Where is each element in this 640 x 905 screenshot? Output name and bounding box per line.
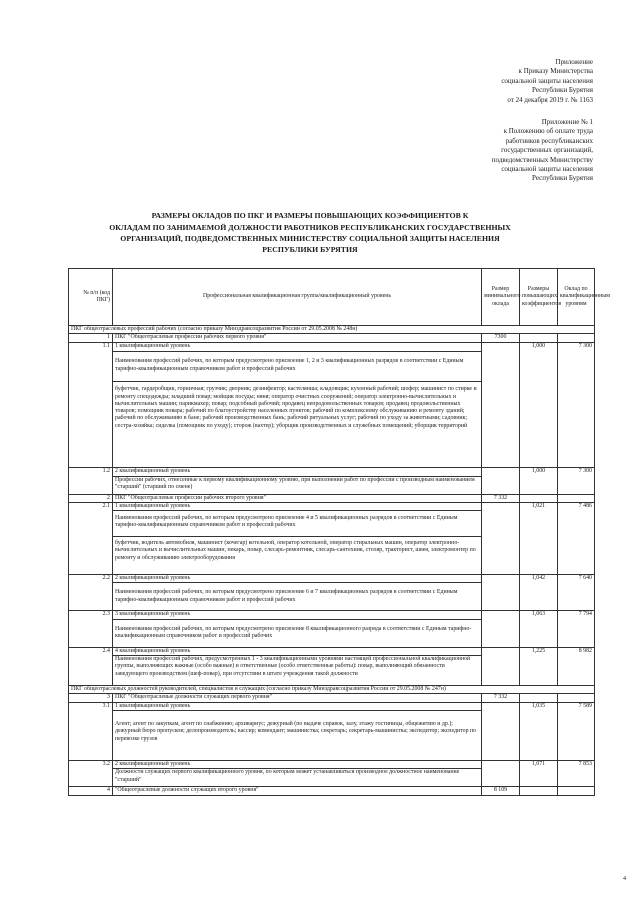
cell-text: 4 квалификационный уровень [113,647,482,655]
cell-salary: 7 794 [558,611,595,647]
cell-code: 2.4 [69,647,113,685]
cell-min-salary: 7 332 [482,694,520,702]
table-row [69,787,595,796]
cell-code: 3 [69,694,113,702]
cell-code: 1.1 [69,343,113,468]
cell-code: 4 [69,787,113,796]
cell-code: 2.2 [69,575,113,611]
cell-code: 2.1 [69,502,113,574]
cell-coef [520,334,558,343]
cell-text: буфетчик, водитель автомобиля, машинист (кочегар) котельной, оператор котельной, оператор стиральных машин, оператор электронно-вычислительных и вычислительных машин, пекарь, повар, слесарь-ремонтник, слесарь-сантехник, столяр, тракторист, швея, электромонтер по ремонту и обслуживанию электрооборудования [113,537,482,575]
cell-text: Наименования профессий рабочих, по которым предусмотрено присвоение 8 квалификационного разряда в соответствии с Единым тарифно-квалификационным справочником работ и профессий рабочих [113,619,482,647]
cell-coef: 1,000 [520,468,558,494]
notice-line: Республики Бурятия [532,174,593,183]
cell-text: 2 квалификационный уровень [113,468,482,476]
cell-text: 1 квалификационный уровень [113,502,482,510]
section-title: ПКГ общеотраслевых профессий рабочих (согласно приказу Минздравсоцразвития России от 29.05.2008 № 248н) [69,326,595,334]
cell-text: "Общеотраслевые должности служащих второго уровня" [113,787,482,796]
cell-coef: 1,021 [520,502,558,574]
cell-coef [520,494,558,502]
cell-coef: 1,035 [520,702,558,760]
cell-min-salary [482,502,520,574]
table-row [69,494,595,502]
cell-code: 1.2 [69,468,113,494]
cell-text: 1 квалификационный уровень [113,343,482,352]
cell-salary: 7 300 [558,468,595,494]
cell-text: Агент; агент по закупкам, агент по снабжению; архивариус; дежурный (по выдаче справок, залу, этажу гостиницы, общежитию и др.); дежурный бюро пропусков; делопроизводитель; кассир; комендант; машинистка; секретарь; секретарь-машинистка; экспедитор; экспедитор по перевозке грузов [113,710,482,760]
cell-min-salary: 8 109 [482,787,520,796]
header-coef: Размеры повышающих коэффициентов [520,269,558,326]
notice-line: Приложение № 1 [541,118,593,126]
cell-coef: 1,071 [520,760,558,786]
table-header-row [69,269,595,326]
section-row [69,326,595,334]
cell-code: 2 [69,494,113,502]
cell-text: 1 квалификационный уровень [113,702,482,710]
cell-text: ПКГ "Общеотраслевые должности служащих первого уровня" [113,694,482,702]
cell-coef: 1,063 [520,611,558,647]
table-row [69,575,595,583]
cell-salary: 7 300 [558,343,595,468]
cell-min-salary [482,760,520,786]
cell-text: Профессии рабочих, отнесенные к первому квалификационному уровню, при выполнении работ по профессии с производным наименованием "старший" (старший по смене) [113,476,482,494]
table-row [69,502,595,510]
notice-line: работников республиканских [505,136,593,145]
cell-code: 1 [69,334,113,343]
page-number: 4 [623,876,626,882]
table-row [69,611,595,619]
cell-salary [558,787,595,796]
notice-line: государственных организаций, [501,146,593,155]
cell-coef: 1,042 [520,575,558,611]
cell-min-salary: 7300 [482,334,520,343]
cell-coef: 1,225 [520,647,558,685]
header-salary: Оклад по квалификационным уровням [558,269,595,326]
cell-text: буфетчик, гардеробщик, горничная; грузчик; дворник; дезинфектор; кастелянша; кладовщик; кухонный рабочий; шофер; машинист по стирке и ремонту спецодежды; младший повар; мойщик посуды; няня; оператор очистных сооружений; оператор электронно-вычислительных и вычислительных машин; парикмахер; повар; подсобный рабочий; продавец непродовольственных товаров; продавец продовольственных товаров; помощник повара; рабочий по благоустройству населенных пунктов; рабочий по комплексному обслуживанию и ремонту зданий; рабочий по обслуживанию в бане; рабочий производственных бань; рабочий ритуальных услуг; рабочий по уходу за животными; садовник; сестра-хозяйка; сиделка (помощник по уходу); сторож (вахтер); уборщик производственных и служебных помещений; уборщик территорий [113,382,482,468]
cell-salary [558,334,595,343]
header-group: Профессиональная квалификационная группа/квалификационный уровень [113,269,482,326]
cell-text: Наименования профессий рабочих, предусмотренных 1 - 3 квалификационными уровнями настоящей профессиональной квалификационной группы, выполняющих важные (особо важные) и ответственные (особо ответственные работы): повар, выполняющий обязанности заведующего производством (шеф-повар), при отсутствии в штате учреждения такой должности [113,656,482,686]
document-title-line2: ОКЛАДАМ ПО ЗАНИМАЕМОЙ ДОЛЖНОСТИ РАБОТНИКОВ РЕСПУБЛИКАНСКИХ ГОСУДАРСТВЕННЫХ ОРГАНИЗАЦИЙ, ПОДВЕДОМСТВЕННЫХ МИНИСТЕРСТВУ СОЦИАЛЬНОЙ ЗАЩИТЫ НАСЕЛЕНИЯ РЕСПУБЛИКИ БУРЯТИЯ [109,223,511,254]
salary-table [68,268,610,796]
notice-line: к Приказу Министерства [518,67,593,76]
cell-salary: 7 486 [558,502,595,574]
cell-coef [520,787,558,796]
cell-code: 2.3 [69,611,113,647]
notice-line: от 24 декабря 2019 г. № 1163 [507,95,593,104]
cell-salary: 7 640 [558,575,595,611]
cell-text: ПКГ "Общеотраслевые профессии рабочих первого уровня" [113,334,482,343]
cell-min-salary: 7 332 [482,494,520,502]
notice-line: социальной защиты населения [501,76,593,85]
notice-line: социальной защиты населения [501,165,593,174]
notice-line: Приложение [555,58,593,66]
section-title: ПКГ общеотраслевых должностей руководителей, специалистов и служащих (согласно приказу Минздравсоцразвития России от 29.05.2008 № 247н) [69,686,595,694]
cell-min-salary [482,702,520,760]
cell-text: Наименования профессий рабочих, по которым предусмотрено присвоение 6 и 7 квалификационных разрядов в соответствии с Единым тарифно-квалификационным справочником работ и профессий рабочих [113,583,482,611]
cell-text: 3 квалификационный уровень [113,611,482,619]
document-title-line1: РАЗМЕРЫ ОКЛАДОВ ПО ПКГ И РАЗМЕРЫ ПОВЫШАЮЩИХ КОЭФФИЦИЕНТОВ К [151,211,469,220]
cell-min-salary [482,343,520,468]
cell-min-salary [482,468,520,494]
header-code: № п/п (код ПКГ) [69,269,113,326]
notice-line: Республики Бурятия [532,86,593,95]
cell-min-salary [482,647,520,685]
cell-text: Наименования профессий рабочих, по которым предусмотрено присвоение 1, 2 и 3 квалификационных разрядов в соответствии с Единым тарифно-квалификационным справочником работ и профессий рабочих [113,352,482,382]
cell-text: ПКГ "Общеотраслевые профессии рабочих второго уровня" [113,494,482,502]
table-row [69,760,595,768]
cell-salary [558,494,595,502]
table-row [69,694,595,702]
notice-line: к Положению об оплате труда [503,127,593,136]
table-row [69,334,595,343]
cell-coef: 1,000 [520,343,558,468]
table-row [69,468,595,476]
regulation-appendix-notice [492,118,593,184]
cell-code: 3.1 [69,702,113,760]
section-row [69,686,595,694]
table-row [69,343,595,352]
notice-line: подведомственных Министерству [491,155,593,164]
order-appendix-notice [501,58,593,105]
cell-code: 3.2 [69,760,113,786]
cell-salary: 8 982 [558,647,595,685]
header-min-salary: Размер минимального оклада [482,269,520,326]
cell-text: Наименования профессий рабочих, по которым предусмотрено присвоение 4 и 5 квалификационных разрядов в соответствии с Единым тарифно-квалификационным справочником работ и профессий рабочих [113,511,482,537]
cell-salary: 7 853 [558,760,595,786]
cell-text: 2 квалификационный уровень [113,575,482,583]
cell-salary [558,694,595,702]
cell-min-salary [482,575,520,611]
cell-coef [520,694,558,702]
table-row [69,647,595,655]
cell-min-salary [482,611,520,647]
cell-text: 2 квалификационный уровень [113,760,482,768]
table-row [69,702,595,710]
cell-salary: 7 589 [558,702,595,760]
cell-text: Должности служащих первого квалификационного уровня, по которым может устанавливаться производное должностное наименование "старший" [113,769,482,787]
